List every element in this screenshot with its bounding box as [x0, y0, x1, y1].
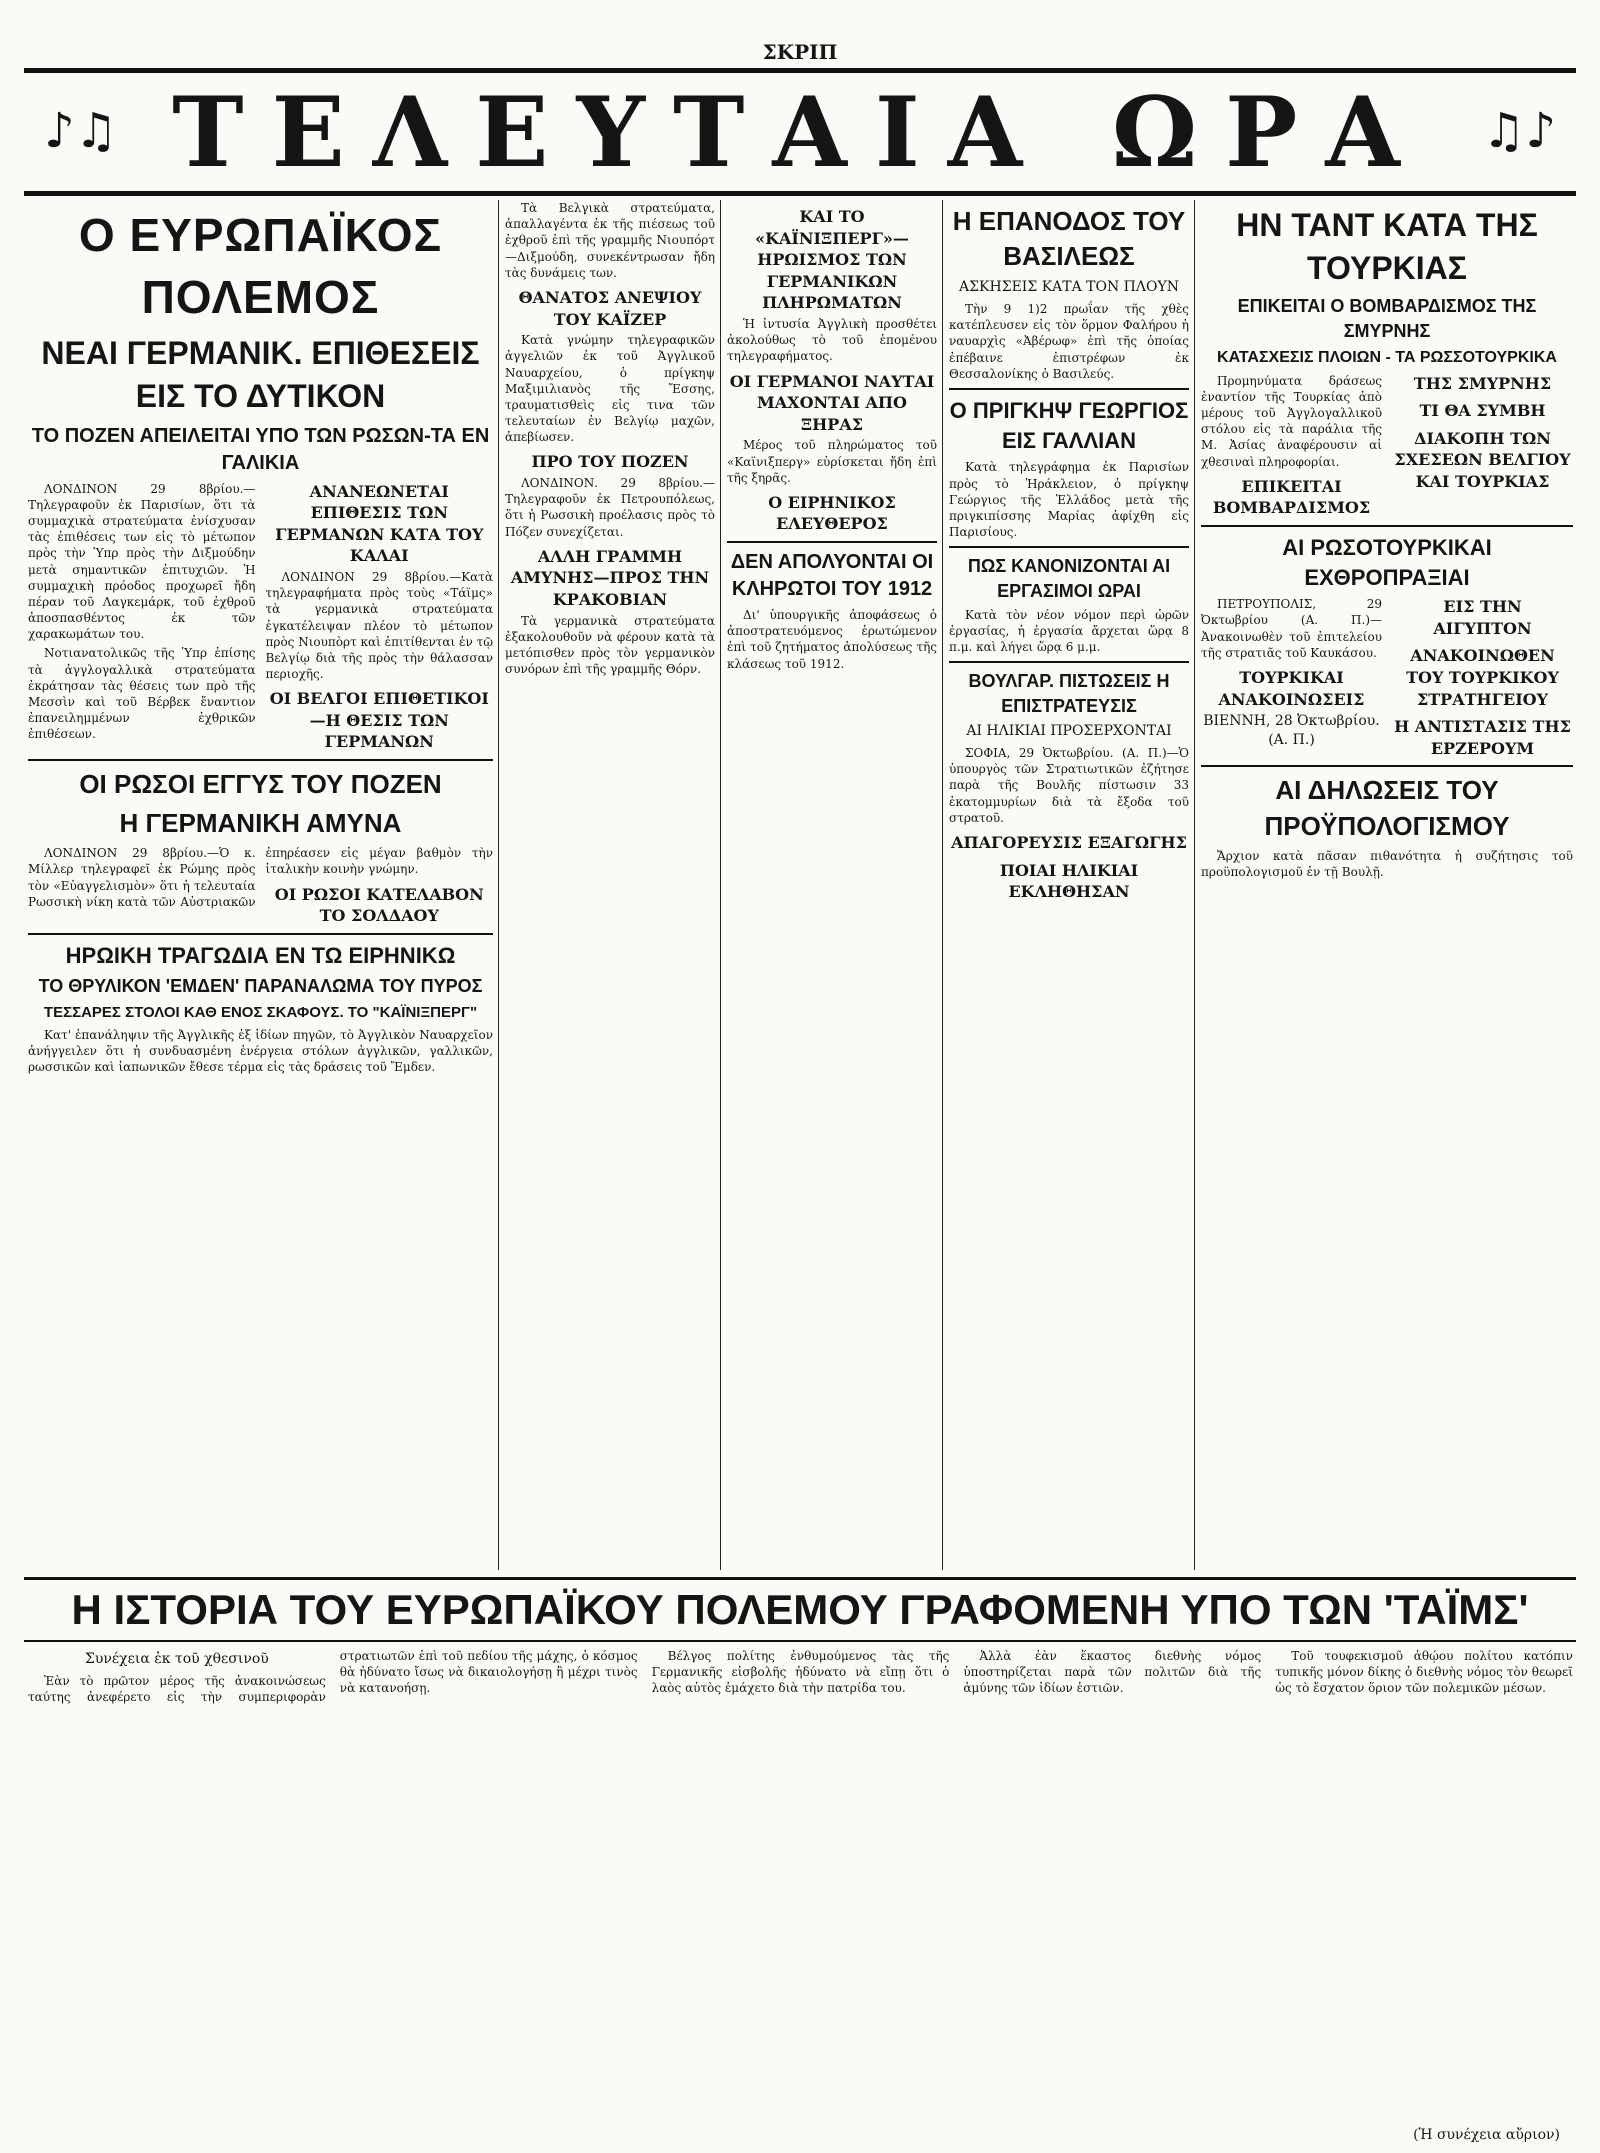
divider	[28, 759, 493, 761]
article-paragraph: Κατ' ἐπανάληψιν τῆς Ἀγγλικῆς ἐξ ἰδίων πηγῶν, τὸ Ἀγγλικὸν Ναυαρχεῖον ἀνήγγειλεν ὅτι ἡ συνδυασμένη ἐνέργεια στόλων ἀγγλικῶν, γαλλικῶν, ρωσσικῶν καὶ ἰαπωνικῶν ἔθεσε τέρμα εἰς τὰς δράσεις τοῦ Ἔμδεν.	[28, 1028, 493, 1075]
ornament-left-icon: ♪♫	[44, 103, 118, 159]
divider	[1201, 525, 1573, 527]
column-rule	[942, 200, 943, 1570]
divider	[1201, 765, 1573, 767]
headline-four-fleets: ΤΕΣΣΑΡΕΣ ΣΤΟΛΟΙ ΚΑΘ ΕΝΟΣ ΣΚΑΦΟΥΣ. ΤΟ "ΚΑΪΝΙΞΠΕΡΓ"	[43, 1003, 478, 1021]
headline-smyrna-bombardment: ΕΠΙΚΕΙΤΑΙ Ο ΒΟΜΒΑΡΔΙΣΜΟΣ ΤΗΣ ΣΜΥΡΝΗΣ	[1237, 296, 1537, 341]
article-paragraph: ΣΟΦΙΑ, 29 Ὀκτωβρίου. (Α. Π.)—Ὁ ὑπουργὸς τῶν Στρατιωτικῶν ἐζήτησε παρὰ τῆς Βουλῆς πίστωσιν 33 ἑκατομμυρίων διὰ τὰ ἔξοδα τοῦ στρατοῦ.	[949, 745, 1189, 825]
divider	[727, 541, 937, 543]
headline-action-turkey: ΗΝ ΤΑΝΤ ΚΑΤΑ ΤΗΣ ΤΟΥΡΚΙΑΣ	[1236, 207, 1538, 287]
subheading: ΚΑΙ ΤΟ «ΚΑΪΝΙΞΠΕΡΓ»—ΗΡΩΙΣΜΟΣ ΤΩΝ ΓΕΡΜΑΝΙΚΩΝ ΠΛΗΡΩΜΑΤΩΝ	[755, 207, 909, 313]
ornament-right-icon: ♫♪	[1482, 103, 1556, 159]
bottom-article	[28, 1648, 1573, 2128]
subheading: ΑΝΑΚΟΙΝΩΘΕΝ ΤΟΥ ΤΟΥΡΚΙΚΟΥ ΣΤΡΑΤΗΓΕΙΟΥ	[1406, 646, 1559, 709]
subheading: ΒΙΕΝΝΗ, 28 Ὀκτωβρίου. (Α. Π.)	[1203, 713, 1380, 749]
article-paragraph: ΛΟΝΔΙΝΟΝ. 29 8βρίου.—Τηλεγραφοῦν ἐκ Πετρουπόλεως, ὅτι ἡ Ρωσσικὴ προέλασις πρὸς τὸ Πόζεν συνεχίζεται.	[505, 476, 715, 539]
subheading: ΕΠΙΚΕΙΤΑΙ ΒΟΜΒΑΡΔΙΣΜΟΣ ΤΗΣ ΣΜΥΡΝΗΣ	[1212, 373, 1552, 518]
article-paragraph: Τὰ γερμανικὰ στρατεύματα ἐξακολουθοῦν νὰ φέρουν κατὰ τὰ μετόπισθεν πρὸς τὸν γερμανικὸν συνόρων ἐπὶ τῆς γραμμῆς Θόρν.	[505, 613, 715, 677]
subheading: ΑΠΑΓΟΡΕΥΣΙΣ ΕΞΑΓΩΓΗΣ	[951, 832, 1187, 852]
subheading: ΘΑΝΑΤΟΣ ΑΝΕΨΙΟΥ ΤΟΥ ΚΑΪΖΕΡ	[518, 287, 702, 329]
subheading: ΕΙΣ ΤΗΝ ΑΙΓΥΠΤΟΝ	[1433, 597, 1532, 638]
article-paragraph: Προμηνύματα δράσεως ἐναντίον τῆς Τουρκίας ἀπὸ μέρους τοῦ Ἀγγλογαλλικοῦ στόλου εἰς τὰ παράλια τῆς Μ. Ἀσίας ἀναφέρουσιν αἱ χθεσιναὶ πληροφορίαι.	[1201, 373, 1382, 469]
continued-tomorrow: (Ἡ συνέχεια αὔριον)	[1413, 2127, 1560, 2143]
article-paragraph: Ἄρχιον κατὰ πᾶσαν πιθανότητα ἡ συζήτησις τοῦ προϋπολογισμοῦ ἐν τῇ Βουλῇ.	[1201, 848, 1573, 879]
headline-war-history-times: Η ΙΣΤΟΡΙΑ ΤΟΥ ΕΥΡΩΠΑΪΚΟΥ ΠΟΛΕΜΟΥ ΓΡΑΦΟΜΕΝΗ ΥΠΟ ΤΩΝ 'ΤΑΪΜΣ'	[24, 1577, 1576, 1642]
column-3	[727, 200, 937, 1570]
headline-emden-tragedy: ΗΡΩΙΚΗ ΤΡΑΓΩΔΙΑ ΕΝ ΤΩ ΕΙΡΗΝΙΚΩ	[65, 942, 456, 968]
subheading: ΟΙ ΓΕΡΜΑΝΟΙ ΝΑΥΤΑΙ ΜΑΧΟΝΤΑΙ ΑΠΟ ΞΗΡΑΣ	[729, 371, 935, 434]
masthead-title: ΤΕΛΕΥΤΑΙΑ ΩΡΑ	[172, 75, 1428, 189]
article-paragraph: Βέλγος πολίτης ἐνθυμούμενος τὰς τῆς Γερμανικῆς εἰσβολῆς ἠδύνατο νὰ εἴπῃ ὅτι ὁ λαὸς αὐτὸς ἐμάχετο διὰ τὴν πατρίδα του.	[651, 1649, 950, 1696]
subheading: ΤΙ ΘΑ ΣΥΜΒΗ	[1419, 401, 1546, 421]
article-paragraph: Μέρος τοῦ πληρώματος τοῦ «Καϊνιξπεργ» εὑρίσκεται ἤδη ἐπὶ τῆς ξηρᾶς.	[727, 438, 937, 485]
subheading: ΤΟΥΡΚΙΚΑΙ ΑΝΑΚΟΙΝΩΣΕΙΣ	[1218, 668, 1365, 709]
article-paragraph: Κατὰ τὸν νέον νόμον περὶ ὡρῶν ἐργασίας, ἡ ἐργασία ἄρχεται ὥρᾳ 8 π.μ. καὶ λήγει ὥρᾳ 6 μ.μ.	[949, 607, 1189, 655]
subheading: Η ΑΝΤΙΣΤΑΣΙΣ ΤΗΣ ΕΡΖΕΡΟΥΜ	[1394, 717, 1571, 758]
headline-russians-posen: ΟΙ ΡΩΣΟΙ ΕΓΓΥΣ ΤΟΥ ΠΟΖΕΝ	[79, 769, 442, 800]
column-1	[28, 200, 493, 1570]
subheading: ΑΝΑΝΕΩΝΕΤΑΙ ΕΠΙΘΕΣΙΣ ΤΩΝ ΓΕΡΜΑΝΩΝ ΚΑΤΑ ΤΟΥ ΚΑΛΑΙ	[275, 481, 484, 566]
article-paragraph: Νοτιανατολικῶς τῆς Ὑπρ ἐπίσης τὰ ἀγγλογαλλικὰ στρατεύματα ἐκράτησαν τὰς θέσεις των πρὸ τῆς Μεσσὶν καὶ τοῦ Βέρβεκ ἔναντιον ἐπανειλημμένων ἐχθρικῶν ἐπιθέσεων.	[28, 646, 256, 742]
headline-bulgarian-mobilization: ΒΟΥΛΓΑΡ. ΠΙΣΤΩΣΕΙΣ Η ΕΠΙΣΤΡΑΤΕΥΣΙΣ	[968, 671, 1170, 716]
headline-german-defence: Η ΓΕΡΜΑΝΙΚΗ ΑΜΥΝΑ	[119, 808, 402, 839]
subheading: ΔΙΑΚΟΠΗ ΤΩΝ ΣΧΕΣΕΩΝ ΒΕΛΓΙΟΥ ΚΑΙ ΤΟΥΡΚΙΑΣ	[1394, 428, 1571, 491]
headline-european-war: Ο ΕΥΡΩΠΑΪΚΟΣ ΠΟΛΕΜΟΣ	[78, 209, 443, 324]
divider	[28, 933, 493, 935]
article-paragraph: Ἐὰν τὸ πρῶτον μέρος τῆς ἀνακοινώσεως ταύτης ἀνεφέρετο εἰς τὴν συμπεριφορὰν στρατιωτῶν ἐπὶ τοῦ πεδίου τῆς μάχης, ὁ κόσμος θὰ ἠδύνατο ἴσως νὰ δικαιολογήσῃ ἢ μέχρι τινὸς νὰ κατανοήσῃ.	[28, 1649, 638, 1705]
column-rule	[720, 200, 721, 1570]
column-2	[505, 200, 715, 1570]
continuation-note: Συνέχεια ἐκ τοῦ χθεσινοῦ	[84, 1651, 269, 1667]
article-paragraph: Κατὰ γνώμην τηλεγραφικῶν ἀγγελιῶν ἐκ τοῦ Ἀγγλικοῦ Ναυαρχείου, ὁ πρίγκηψ Μαξιμιλιανὸς τῆς Ἔσσης, τραυματισθεὶς εἰς τινα τῶν τελευταίων ἐν Βελγίῳ μαχῶν, ἀπεβίωσεν.	[505, 333, 715, 445]
subheading: ΑΣΚΗΣΕΙΣ ΚΑΤΑ ΤΟΝ ΠΛΟΥΝ	[959, 279, 1179, 296]
divider	[949, 388, 1189, 390]
subheading: Ο ΕΙΡΗΝΙΚΟΣ ΕΛΕΥΘΕΡΟΣ	[768, 492, 896, 534]
column-5	[1201, 200, 1573, 1570]
divider	[949, 661, 1189, 663]
article-paragraph: Δι' ὑπουργικῆς ἀποφάσεως ὁ ἀποστρατευόμενος ἐρωτώμενον ἐπὶ τοῦ ζητήματος ἀπολύσεως τῆς κλάσεως τοῦ 1912.	[727, 608, 937, 671]
article-paragraph: Τὴν 9 1)2 πρωΐαν τῆς χθὲς κατέπλευσεν εἰς τὸν ὅρμον Φαλήρου ἡ ναυαρχὶς «Ἀβέρωφ» ἐπὶ τῆς ὁποίας ἐπέβαινε ἐπιστρέφων ἐκ Θεσσαλονίκης ὁ Βασιλεύς.	[949, 302, 1189, 381]
headline-prince-george: Ο ΠΡΙΓΚΗΨ ΓΕΩΡΓΙΟΣ ΕΙΣ ΓΑΛΛΙΑΝ	[949, 398, 1189, 453]
headline-king-return: Η ΕΠΑΝΟΔΟΣ ΤΟΥ ΒΑΣΙΛΕΩΣ	[952, 206, 1186, 272]
subheading: ΠΡΟ ΤΟΥ ΠΟΖΕΝ	[531, 452, 689, 472]
paper-name: ΣΚΡΙΠ	[762, 40, 838, 64]
headline-budget-statements: ΑΙ ΔΗΛΩΣΕΙΣ ΤΟΥ ΠΡΟΫΠΟΛΟΓΙΣΜΟΥ	[1264, 775, 1510, 841]
subheading: ΑΛΛΗ ΓΡΑΜΜΗ ΑΜΥΝΗΣ—ΠΡΟΣ ΤΗΝ ΚΡΑΚΟΒΙΑΝ	[510, 546, 710, 609]
headline-working-hours: ΠΩΣ ΚΑΝΟΝΙΖΟΝΤΑΙ ΑΙ ΕΡΓΑΣΙΜΟΙ ΩΡΑΙ	[967, 556, 1171, 601]
headline-ship-seizures: ΚΑΤΑΣΧΕΣΙΣ ΠΛΟΙΩΝ - ΤΑ ΡΩΣΣΟΤΟΥΡΚΙΚΑ	[1217, 348, 1557, 366]
article-paragraph: ΠΕΤΡΟΥΠΟΛΙΣ, 29 Ὀκτωβρίου (Α. Π.)—Ἀνακοινωθὲν τοῦ ἐπιτελείου τῆς στρατιᾶς τοῦ Καυκάσου.	[1201, 597, 1382, 660]
subheading: ΟΙ ΒΕΛΓΟΙ ΕΠΙΘΕΤΙΚΟΙ—Η ΘΕΣΙΣ ΤΩΝ ΓΕΡΜΑΝΩΝ	[269, 689, 489, 752]
headline-german-attacks: ΝΕΑΙ ΓΕΡΜΑΝΙΚ. ΕΠΙΘΕΣΕΙΣ ΕΙΣ ΤΟ ΔΥΤΙΚΟΝ	[41, 335, 480, 415]
headline-emden-fire: ΤΟ ΘΡΥΛΙΚΟΝ 'ΕΜΔΕΝ' ΠΑΡΑΝΑΛΩΜΑ ΤΟΥ ΠΥΡΟΣ	[38, 976, 483, 997]
subheading: ΑΙ ΗΛΙΚΙΑΙ ΠΡΟΣΕΡΧΟΝΤΑΙ	[966, 723, 1172, 740]
article-paragraph: ΛΟΝΔΙΝΟΝ 29 8βρίου.—Ὁ κ. Μίλλερ τηλεγραφεῖ ἐκ Ρώμης πρὸς τὸν «Εὐαγγελισμὸν» ὅτι ἡ τελευταία Ρωσσικὴ νίκη κατὰ τῶν Αὐστριακῶν ἐπηρέασεν εἰς μέγαν βαθμὸν τὴν ἰταλικὴν κοινὴν γνώμην.	[28, 846, 493, 909]
column-4	[949, 200, 1189, 1570]
subheading: ΠΟΙΑΙ ΗΛΙΚΙΑΙ ΕΚΛΗΘΗΣΑΝ	[999, 860, 1139, 902]
article-paragraph: Ἡ ἰντυσία Ἀγγλικὴ προσθέτει ἀκολούθως τὸ τοῦ ἑπομένου τηλεγραφήματος.	[727, 316, 937, 364]
column-rule	[1194, 200, 1195, 1570]
article-paragraph: Ἀλλὰ ἐὰν ἕκαστος διεθνὴς νόμος ὑποστηρίζεται παρὰ τῶν πολιτῶν διὰ τῆς ἀμύνης τῶν ἰδίων ἑστιῶν.	[963, 1649, 1262, 1696]
headline-conscripts-1912: ΔΕΝ ΑΠΟΛΥΟΝΤΑΙ ΟΙ ΚΛΗΡΩΤΟΙ ΤΟΥ 1912	[730, 551, 934, 601]
article-paragraph: ΛΟΝΔΙΝΟΝ 29 8βρίου.—Τηλεγραφοῦν ἐκ Παρισίων, ὅτι τὰ συμμαχικὰ στρατεύματα ἐνίσχυσαν τὰς ἐπιθέσεις των εἰς τὸ μέτωπον πρὸς τὴν Ὑπρ πρὸς τὴν Διξμούδην μετὰ σημαντικῶν ἐπιτυχιῶν. Ἡ συμμαχικὴ πρόοδος προχωρεῖ ἤδη πέραν τοῦ Λαγκεμάρκ, τοῦ ἐχθροῦ ἀποσπασθέντος ἐκ τῶν χαρακωμάτων του.	[28, 481, 256, 642]
headline-posen: ΤΟ ΠΟΖΕΝ ΑΠΕΙΛΕΙΤΑΙ ΥΠΟ ΤΩΝ ΡΩΣΩΝ-ΤΑ ΕΝ ΓΑΛΙΚΙΑ	[31, 424, 490, 474]
subheading: ΟΙ ΡΩΣΟΙ ΚΑΤΕΛΑΒΟΝ ΤΟ ΣΟΛΔΑΟΥ	[274, 884, 484, 926]
article-paragraph: Τὰ Βελγικὰ στρατεύματα, ἀπαλλαγέντα ἐκ τῆς πιέσεως τοῦ ἐχθροῦ ἐπὶ τῆς γραμμῆς Νιουπόρτ—Διξμούδη, συνεκέντρωσαν ἤδη τὰς δυνάμεις των.	[505, 201, 715, 280]
article-paragraph: Τοῦ τουφεκισμοῦ ἀθῴου πολίτου κατόπιν τυπικῆς μόνον δίκης ὁ διεθνὴς νόμος τὸν θεωρεῖ ὡς τὸ ἔσχατον ὅριον τῶν πολεμικῶν μέσων.	[1275, 1649, 1573, 1696]
article-paragraph: ΛΟΝΔΙΝΟΝ 29 8βρίου.—Κατὰ τηλεγραφήματα πρὸς τοὺς «Τάϊμς» τὰ γερμανικὰ στρατεύματα ἐγκατέλειψαν πλέον τὸ μέτωπον πρὸς Νιουπὸρτ καὶ ἐπιτίθενται ἐν τῷ Βελγίῳ διὰ τῆς πρὸς τὴν θάλασσαν περιοχῆς.	[265, 569, 493, 682]
article-paragraph: Κατὰ τηλεγράφημα ἐκ Παρισίων πρὸς τὸ Ἡράκλειον, ὁ πρίγκηψ Γεώργιος τῆς Ἑλλάδος μετὰ τῆς πριγκιπίσσης Μαρίας ἀφίχθη εἰς Παρισίους.	[949, 460, 1189, 540]
headline-russo-turkish: ΑΙ ΡΩΣΟΤΟΥΡΚΙΚΑΙ ΕΧΘΡΟΠΡΑΞΙΑΙ	[1282, 534, 1492, 590]
column-rule	[498, 200, 499, 1570]
divider	[949, 546, 1189, 548]
masthead	[24, 68, 1576, 196]
